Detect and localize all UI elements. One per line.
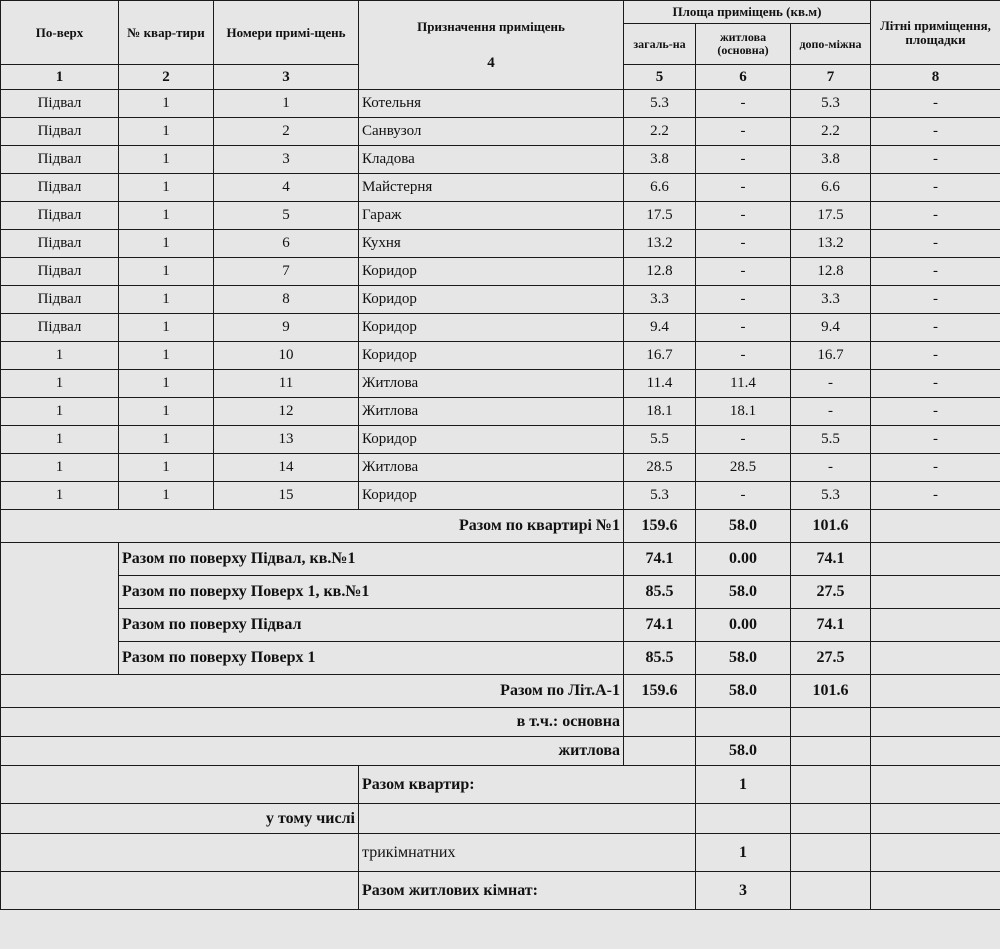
empty-cell (791, 872, 871, 910)
living-value: 0.00 (696, 543, 791, 576)
room-number-cell: 2 (214, 118, 359, 146)
total-floor-1-apt1-row (1, 576, 1000, 609)
total-area-cell: 13.2 (624, 230, 696, 258)
living-area-cell: - (696, 342, 791, 370)
room-row (1, 454, 1000, 482)
purpose-cell: Санвузол (359, 118, 624, 146)
summer-area-cell: - (871, 454, 1000, 482)
purpose-cell: Житлова (359, 370, 624, 398)
including-label: у тому числі (1, 804, 359, 834)
summer-area-cell: - (871, 230, 1000, 258)
summer-area-cell: - (871, 146, 1000, 174)
apt-cell: 1 (119, 342, 214, 370)
room-row (1, 90, 1000, 118)
total-area-cell: 5.3 (624, 482, 696, 510)
floor-cell: 1 (1, 454, 119, 482)
room-number-cell: 9 (214, 314, 359, 342)
room-row (1, 398, 1000, 426)
aux-value: 101.6 (791, 510, 871, 543)
header-room-no: Номери примі-щень (214, 1, 359, 65)
col-number: 6 (696, 65, 791, 90)
col-number: 5 (624, 65, 696, 90)
col-number: 2 (119, 65, 214, 90)
living-area-cell: - (696, 118, 791, 146)
living-area-cell: 18.1 (696, 398, 791, 426)
header-purpose (359, 1, 624, 90)
empty-cell (1, 834, 359, 872)
total-floor-1-row (1, 642, 1000, 675)
purpose-cell: Коридор (359, 314, 624, 342)
aux-value: 74.1 (791, 543, 871, 576)
aux-area-cell: 5.5 (791, 426, 871, 454)
purpose-cell: Коридор (359, 342, 624, 370)
total-area-cell: 17.5 (624, 202, 696, 230)
total-value: 85.5 (624, 642, 696, 675)
aux-area-cell: - (791, 454, 871, 482)
col-number: 8 (871, 65, 1000, 90)
room-number-cell: 8 (214, 286, 359, 314)
floor-cell: 1 (1, 370, 119, 398)
aux-area-cell: 6.6 (791, 174, 871, 202)
summer-area-cell: - (871, 118, 1000, 146)
col-number: 3 (214, 65, 359, 90)
total-label: Разом по поверху Підвал, кв.№1 (119, 543, 624, 576)
aux-value: 27.5 (791, 576, 871, 609)
living-area-cell: - (696, 482, 791, 510)
aux-area-cell: 16.7 (791, 342, 871, 370)
room-row (1, 230, 1000, 258)
total-area-cell: 3.8 (624, 146, 696, 174)
living-value: 0.00 (696, 609, 791, 642)
empty-cell (791, 804, 871, 834)
indent-cell (1, 642, 119, 675)
living-area-cell: - (696, 314, 791, 342)
apartments-value: 1 (696, 766, 791, 804)
empty-cell (871, 804, 1000, 834)
empty-cell (1, 766, 359, 804)
summer-area-cell: - (871, 258, 1000, 286)
purpose-cell: Кухня (359, 230, 624, 258)
room-row (1, 146, 1000, 174)
header-purpose-text: Призначення приміщень (417, 19, 565, 34)
total-floor-basement-apt1-row (1, 543, 1000, 576)
room-row (1, 258, 1000, 286)
empty-cell (871, 834, 1000, 872)
header-total: загаль-на (624, 24, 696, 65)
empty-cell (624, 708, 696, 737)
aux-area-cell: 5.3 (791, 482, 871, 510)
room-row (1, 174, 1000, 202)
summer-area-cell: - (871, 342, 1000, 370)
empty-cell (624, 737, 696, 766)
summer-area-cell: - (871, 286, 1000, 314)
aux-area-cell: 5.3 (791, 90, 871, 118)
incl-label: в т.ч.: основна (1, 708, 624, 737)
living-rooms-value: 3 (696, 872, 791, 910)
aux-area-cell: 13.2 (791, 230, 871, 258)
total-label: Разом по поверху Поверх 1, кв.№1 (119, 576, 624, 609)
incl-label: житлова (1, 737, 624, 766)
empty-cell (696, 708, 791, 737)
empty-cell (1, 872, 359, 910)
empty-cell (359, 804, 696, 834)
room-row (1, 482, 1000, 510)
incl-main-row (1, 708, 1000, 737)
room-number-cell: 7 (214, 258, 359, 286)
living-rooms-label: Разом житлових кімнат: (359, 872, 696, 910)
apt-cell: 1 (119, 286, 214, 314)
total-value: 159.6 (624, 510, 696, 543)
col-number: 4 (487, 55, 495, 71)
living-area-cell: - (696, 202, 791, 230)
col-number: 7 (791, 65, 871, 90)
summer-value (871, 510, 1000, 543)
room-number-cell: 12 (214, 398, 359, 426)
aux-area-cell: - (791, 398, 871, 426)
room-rows (1, 90, 1000, 510)
purpose-cell: Кладова (359, 146, 624, 174)
empty-cell (871, 872, 1000, 910)
floor-cell: Підвал (1, 258, 119, 286)
total-value: 74.1 (624, 609, 696, 642)
apt-cell: 1 (119, 454, 214, 482)
summer-value (871, 576, 1000, 609)
apartments-row (1, 766, 1000, 804)
purpose-cell: Коридор (359, 426, 624, 454)
purpose-cell: Коридор (359, 286, 624, 314)
total-apt1-row (1, 510, 1000, 543)
apt-cell: 1 (119, 202, 214, 230)
room-number-cell: 13 (214, 426, 359, 454)
summer-value (871, 675, 1000, 708)
total-area-cell: 12.8 (624, 258, 696, 286)
total-value: 159.6 (624, 675, 696, 708)
apt-cell: 1 (119, 118, 214, 146)
total-label: Разом по поверху Поверх 1 (119, 642, 624, 675)
apt-cell: 1 (119, 398, 214, 426)
total-area-cell: 16.7 (624, 342, 696, 370)
apt-cell: 1 (119, 258, 214, 286)
room-row (1, 370, 1000, 398)
apt-cell: 1 (119, 230, 214, 258)
total-area-cell: 3.3 (624, 286, 696, 314)
room-number-cell: 4 (214, 174, 359, 202)
three-room-label: трикімнатних (359, 834, 696, 872)
total-label: Разом по Літ.А-1 (1, 675, 624, 708)
living-area-cell: - (696, 230, 791, 258)
apt-cell: 1 (119, 314, 214, 342)
summer-area-cell: - (871, 90, 1000, 118)
empty-cell (791, 834, 871, 872)
summer-value (871, 642, 1000, 675)
indent-cell (1, 609, 119, 642)
summer-area-cell: - (871, 426, 1000, 454)
living-value: 58.0 (696, 675, 791, 708)
aux-area-cell: 3.3 (791, 286, 871, 314)
total-area-cell: 9.4 (624, 314, 696, 342)
apt-cell: 1 (119, 482, 214, 510)
living-area-cell: 11.4 (696, 370, 791, 398)
room-number-cell: 5 (214, 202, 359, 230)
total-area-cell: 28.5 (624, 454, 696, 482)
room-number-cell: 11 (214, 370, 359, 398)
room-number-cell: 15 (214, 482, 359, 510)
total-area-cell: 11.4 (624, 370, 696, 398)
purpose-cell: Коридор (359, 482, 624, 510)
total-label: Разом по поверху Підвал (119, 609, 624, 642)
room-row (1, 286, 1000, 314)
header-apt-no: № квар-тири (119, 1, 214, 65)
purpose-cell: Майстерня (359, 174, 624, 202)
three-room-value: 1 (696, 834, 791, 872)
empty-cell (871, 708, 1000, 737)
header-aux: допо-міжна (791, 24, 871, 65)
floor-cell: Підвал (1, 118, 119, 146)
empty-cell (871, 766, 1000, 804)
floor-cell: Підвал (1, 230, 119, 258)
indent-cell (1, 543, 119, 576)
summer-value (871, 543, 1000, 576)
apt-cell: 1 (119, 146, 214, 174)
header-area-group: Площа приміщень (кв.м) (624, 1, 871, 24)
including-row (1, 804, 1000, 834)
room-number-cell: 10 (214, 342, 359, 370)
living-area-cell: - (696, 174, 791, 202)
living-rooms-row (1, 872, 1000, 910)
empty-cell (791, 737, 871, 766)
aux-area-cell: 12.8 (791, 258, 871, 286)
apt-cell: 1 (119, 370, 214, 398)
living-value: 58.0 (696, 510, 791, 543)
purpose-cell: Житлова (359, 454, 624, 482)
total-lit-row (1, 675, 1000, 708)
summer-area-cell: - (871, 370, 1000, 398)
total-value: 74.1 (624, 543, 696, 576)
three-room-row (1, 834, 1000, 872)
living-area-cell: - (696, 146, 791, 174)
floor-cell: 1 (1, 482, 119, 510)
aux-value: 101.6 (791, 675, 871, 708)
room-row (1, 342, 1000, 370)
summer-area-cell: - (871, 398, 1000, 426)
total-area-cell: 5.3 (624, 90, 696, 118)
incl-living-row (1, 737, 1000, 766)
living-area-cell: - (696, 258, 791, 286)
room-row (1, 202, 1000, 230)
purpose-cell: Гараж (359, 202, 624, 230)
empty-cell (791, 766, 871, 804)
aux-area-cell: 17.5 (791, 202, 871, 230)
summer-area-cell: - (871, 202, 1000, 230)
floor-cell: 1 (1, 426, 119, 454)
purpose-cell: Котельня (359, 90, 624, 118)
living-area-cell: - (696, 426, 791, 454)
empty-cell (791, 708, 871, 737)
apt-cell: 1 (119, 174, 214, 202)
purpose-cell: Коридор (359, 258, 624, 286)
total-area-cell: 2.2 (624, 118, 696, 146)
room-row (1, 314, 1000, 342)
aux-area-cell: 3.8 (791, 146, 871, 174)
total-label: Разом по квартирі №1 (1, 510, 624, 543)
apt-cell: 1 (119, 426, 214, 454)
living-area-cell: - (696, 286, 791, 314)
living-area-cell: - (696, 90, 791, 118)
floor-cell: 1 (1, 398, 119, 426)
empty-cell (696, 804, 791, 834)
summer-value (871, 609, 1000, 642)
summer-area-cell: - (871, 314, 1000, 342)
total-area-cell: 5.5 (624, 426, 696, 454)
room-row (1, 426, 1000, 454)
col-number: 1 (1, 65, 119, 90)
floor-cell: Підвал (1, 146, 119, 174)
header-living: житлова (основна) (696, 24, 791, 65)
total-floor-basement-row (1, 609, 1000, 642)
total-area-cell: 18.1 (624, 398, 696, 426)
summer-area-cell: - (871, 174, 1000, 202)
room-number-cell: 14 (214, 454, 359, 482)
header-row (1, 1, 1000, 24)
aux-value: 27.5 (791, 642, 871, 675)
floor-cell: Підвал (1, 286, 119, 314)
total-value: 85.5 (624, 576, 696, 609)
apt-cell: 1 (119, 90, 214, 118)
total-area-cell: 6.6 (624, 174, 696, 202)
room-number-cell: 6 (214, 230, 359, 258)
aux-area-cell: 9.4 (791, 314, 871, 342)
summer-area-cell: - (871, 482, 1000, 510)
floor-cell: 1 (1, 342, 119, 370)
apartments-label: Разом квартир: (359, 766, 696, 804)
header-floor: По-верх (1, 1, 119, 65)
room-number-cell: 1 (214, 90, 359, 118)
floor-cell: Підвал (1, 90, 119, 118)
living-value: 58.0 (696, 576, 791, 609)
indent-cell (1, 576, 119, 609)
purpose-cell: Житлова (359, 398, 624, 426)
aux-area-cell: 2.2 (791, 118, 871, 146)
aux-value: 74.1 (791, 609, 871, 642)
living-area-cell: 28.5 (696, 454, 791, 482)
empty-cell (871, 737, 1000, 766)
room-number-cell: 3 (214, 146, 359, 174)
floor-cell: Підвал (1, 202, 119, 230)
living-value: 58.0 (696, 737, 791, 766)
floor-cell: Підвал (1, 314, 119, 342)
room-row (1, 118, 1000, 146)
floor-cell: Підвал (1, 174, 119, 202)
living-value: 58.0 (696, 642, 791, 675)
aux-area-cell: - (791, 370, 871, 398)
header-summer: Літні приміщення, площадки (871, 1, 1000, 65)
